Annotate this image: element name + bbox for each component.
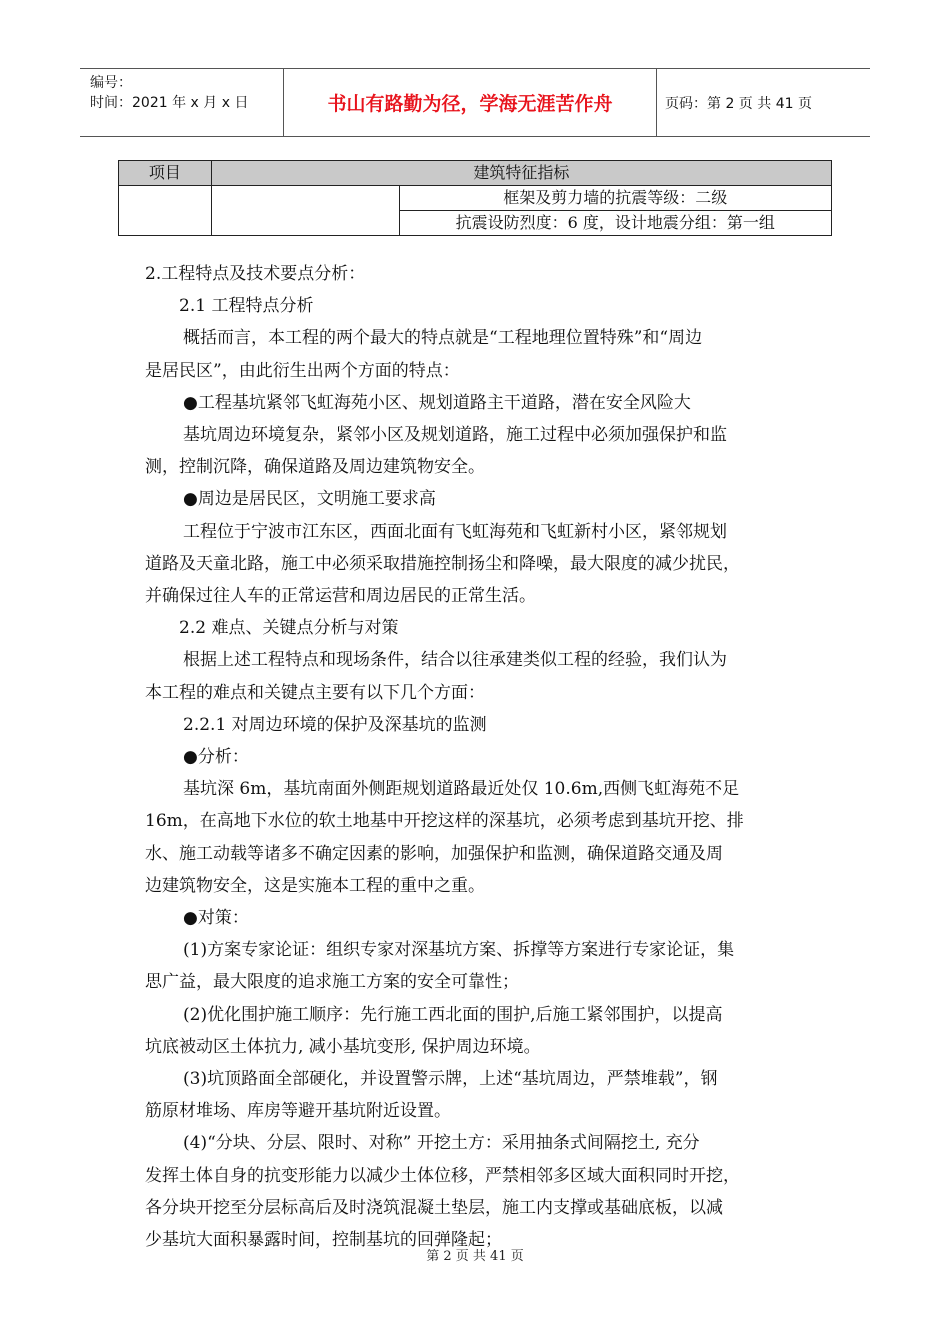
building-spec-table	[118, 160, 832, 236]
table-cell-item	[119, 186, 212, 236]
paragraph-line: 基坑深 6m，基坑南面外侧距规划道路最近处仅 10.6m,西侧飞虹海苑不足	[183, 779, 740, 800]
header-meta	[80, 69, 283, 136]
table-header-item: 项目	[119, 161, 212, 186]
bullet-heading: ●对策：	[183, 908, 249, 929]
bullet-heading: ●分析：	[183, 747, 249, 768]
paragraph-line: 思广益，最大限度的追求施工方案的安全可靠性；	[145, 972, 519, 993]
paragraph-line: 是居民区”，由此衍生出两个方面的特点：	[145, 360, 460, 381]
paragraph-line: (2)优化围护施工顺序：先行施工西北面的围护,后施工紧邻围护，以提高	[183, 1004, 723, 1025]
page-header	[80, 68, 870, 137]
paragraph-line: 少基坑大面积暴露时间，控制基坑的回弹隆起；	[145, 1230, 502, 1251]
table-cell-value: 框架及剪力墙的抗震等级：二级	[399, 186, 831, 211]
document-body	[145, 258, 810, 1256]
paragraph-line: 基坑周边环境复杂，紧邻小区及规划道路，施工过程中必须加强保护和监	[183, 425, 727, 446]
paragraph-line: (1)方案专家论证：组织专家对深基坑方案、拆撑等方案进行专家论证，集	[183, 940, 735, 961]
bullet-heading: ●周边是居民区，文明施工要求高	[183, 489, 436, 510]
paragraph-line: (3)坑顶路面全部硬化，并设置警示牌，上述“基坑周边，严禁堆载”，钢	[183, 1069, 718, 1090]
paragraph-line: 并确保过往人车的正常运营和周边居民的正常生活。	[145, 586, 536, 607]
document-number-label: 编号：	[90, 75, 132, 91]
paragraph-line: 边建筑物安全，这是实施本工程的重中之重。	[145, 875, 485, 896]
subsection-heading: 2.2 难点、关键点分析与对策	[179, 618, 399, 639]
subsection-heading: 2.2.1 对周边环境的保护及深基坑的监测	[183, 714, 487, 735]
paragraph-line: 筋原材堆场、库房等避开基坑附近设置。	[145, 1101, 451, 1122]
paragraph-line: 发挥土体自身的抗变形能力以减少土体位移，严禁相邻多区域大面积同时开挖，	[145, 1165, 740, 1186]
table-cell-sub	[211, 186, 399, 236]
table-cell-value: 抗震设防烈度：6 度，设计地震分组：第一组	[399, 211, 831, 236]
paragraph-line: 道路及天童北路，施工中必须采取措施控制扬尘和降噪，最大限度的减少扰民，	[145, 553, 740, 574]
paragraph-line: 水、施工动载等诸多不确定因素的影响，加强保护和监测，确保道路交通及周	[145, 843, 723, 864]
paragraph-line: 16m，在高地下水位的软土地基中开挖这样的深基坑，必须考虑到基坑开挖、排	[145, 811, 744, 832]
bullet-heading: ●工程基坑紧邻飞虹海苑小区、规划道路主干道路，潜在安全风险大	[183, 392, 691, 413]
subsection-heading: 2.1 工程特点分析	[179, 296, 314, 317]
header-page-info: 页码：第 2 页 共 41 页	[665, 95, 812, 112]
paragraph-line: 坑底被动区土体抗力, 减小基坑变形, 保护周边环境。	[145, 1036, 541, 1057]
table-header-row	[119, 161, 832, 186]
paragraph-line: (4)“分块、分层、限时、对称” 开挖土方：采用抽条式间隔挖土, 充分	[183, 1133, 700, 1154]
document-date-label: 时间：2021 年 x 月 x 日	[90, 95, 249, 111]
table-header-indicators: 建筑特征指标	[211, 161, 831, 186]
paragraph-line: 根据上述工程特点和现场条件，结合以往承建类似工程的经验，我们认为	[183, 650, 727, 671]
paragraph-line: 本工程的难点和关键点主要有以下几个方面：	[145, 682, 485, 703]
paragraph-line: 概括而言，本工程的两个最大的特点就是“工程地理位置特殊”和“周边	[183, 328, 703, 349]
table-row	[119, 186, 832, 211]
paragraph-line: 工程位于宁波市江东区，西面北面有飞虹海苑和飞虹新村小区，紧邻规划	[183, 521, 727, 542]
page-footer: 第 2 页 共 41 页	[426, 1249, 524, 1264]
header-motto: 书山有路勤为径，学海无涯苦作舟	[283, 69, 657, 136]
paragraph-line: 各分块开挖至分层标高后及时浇筑混凝土垫层，施工内支撑或基础底板，以减	[145, 1197, 723, 1218]
paragraph-line: 测，控制沉降，确保道路及周边建筑物安全。	[145, 457, 485, 478]
section-heading: 2.工程特点及技术要点分析：	[145, 264, 366, 284]
